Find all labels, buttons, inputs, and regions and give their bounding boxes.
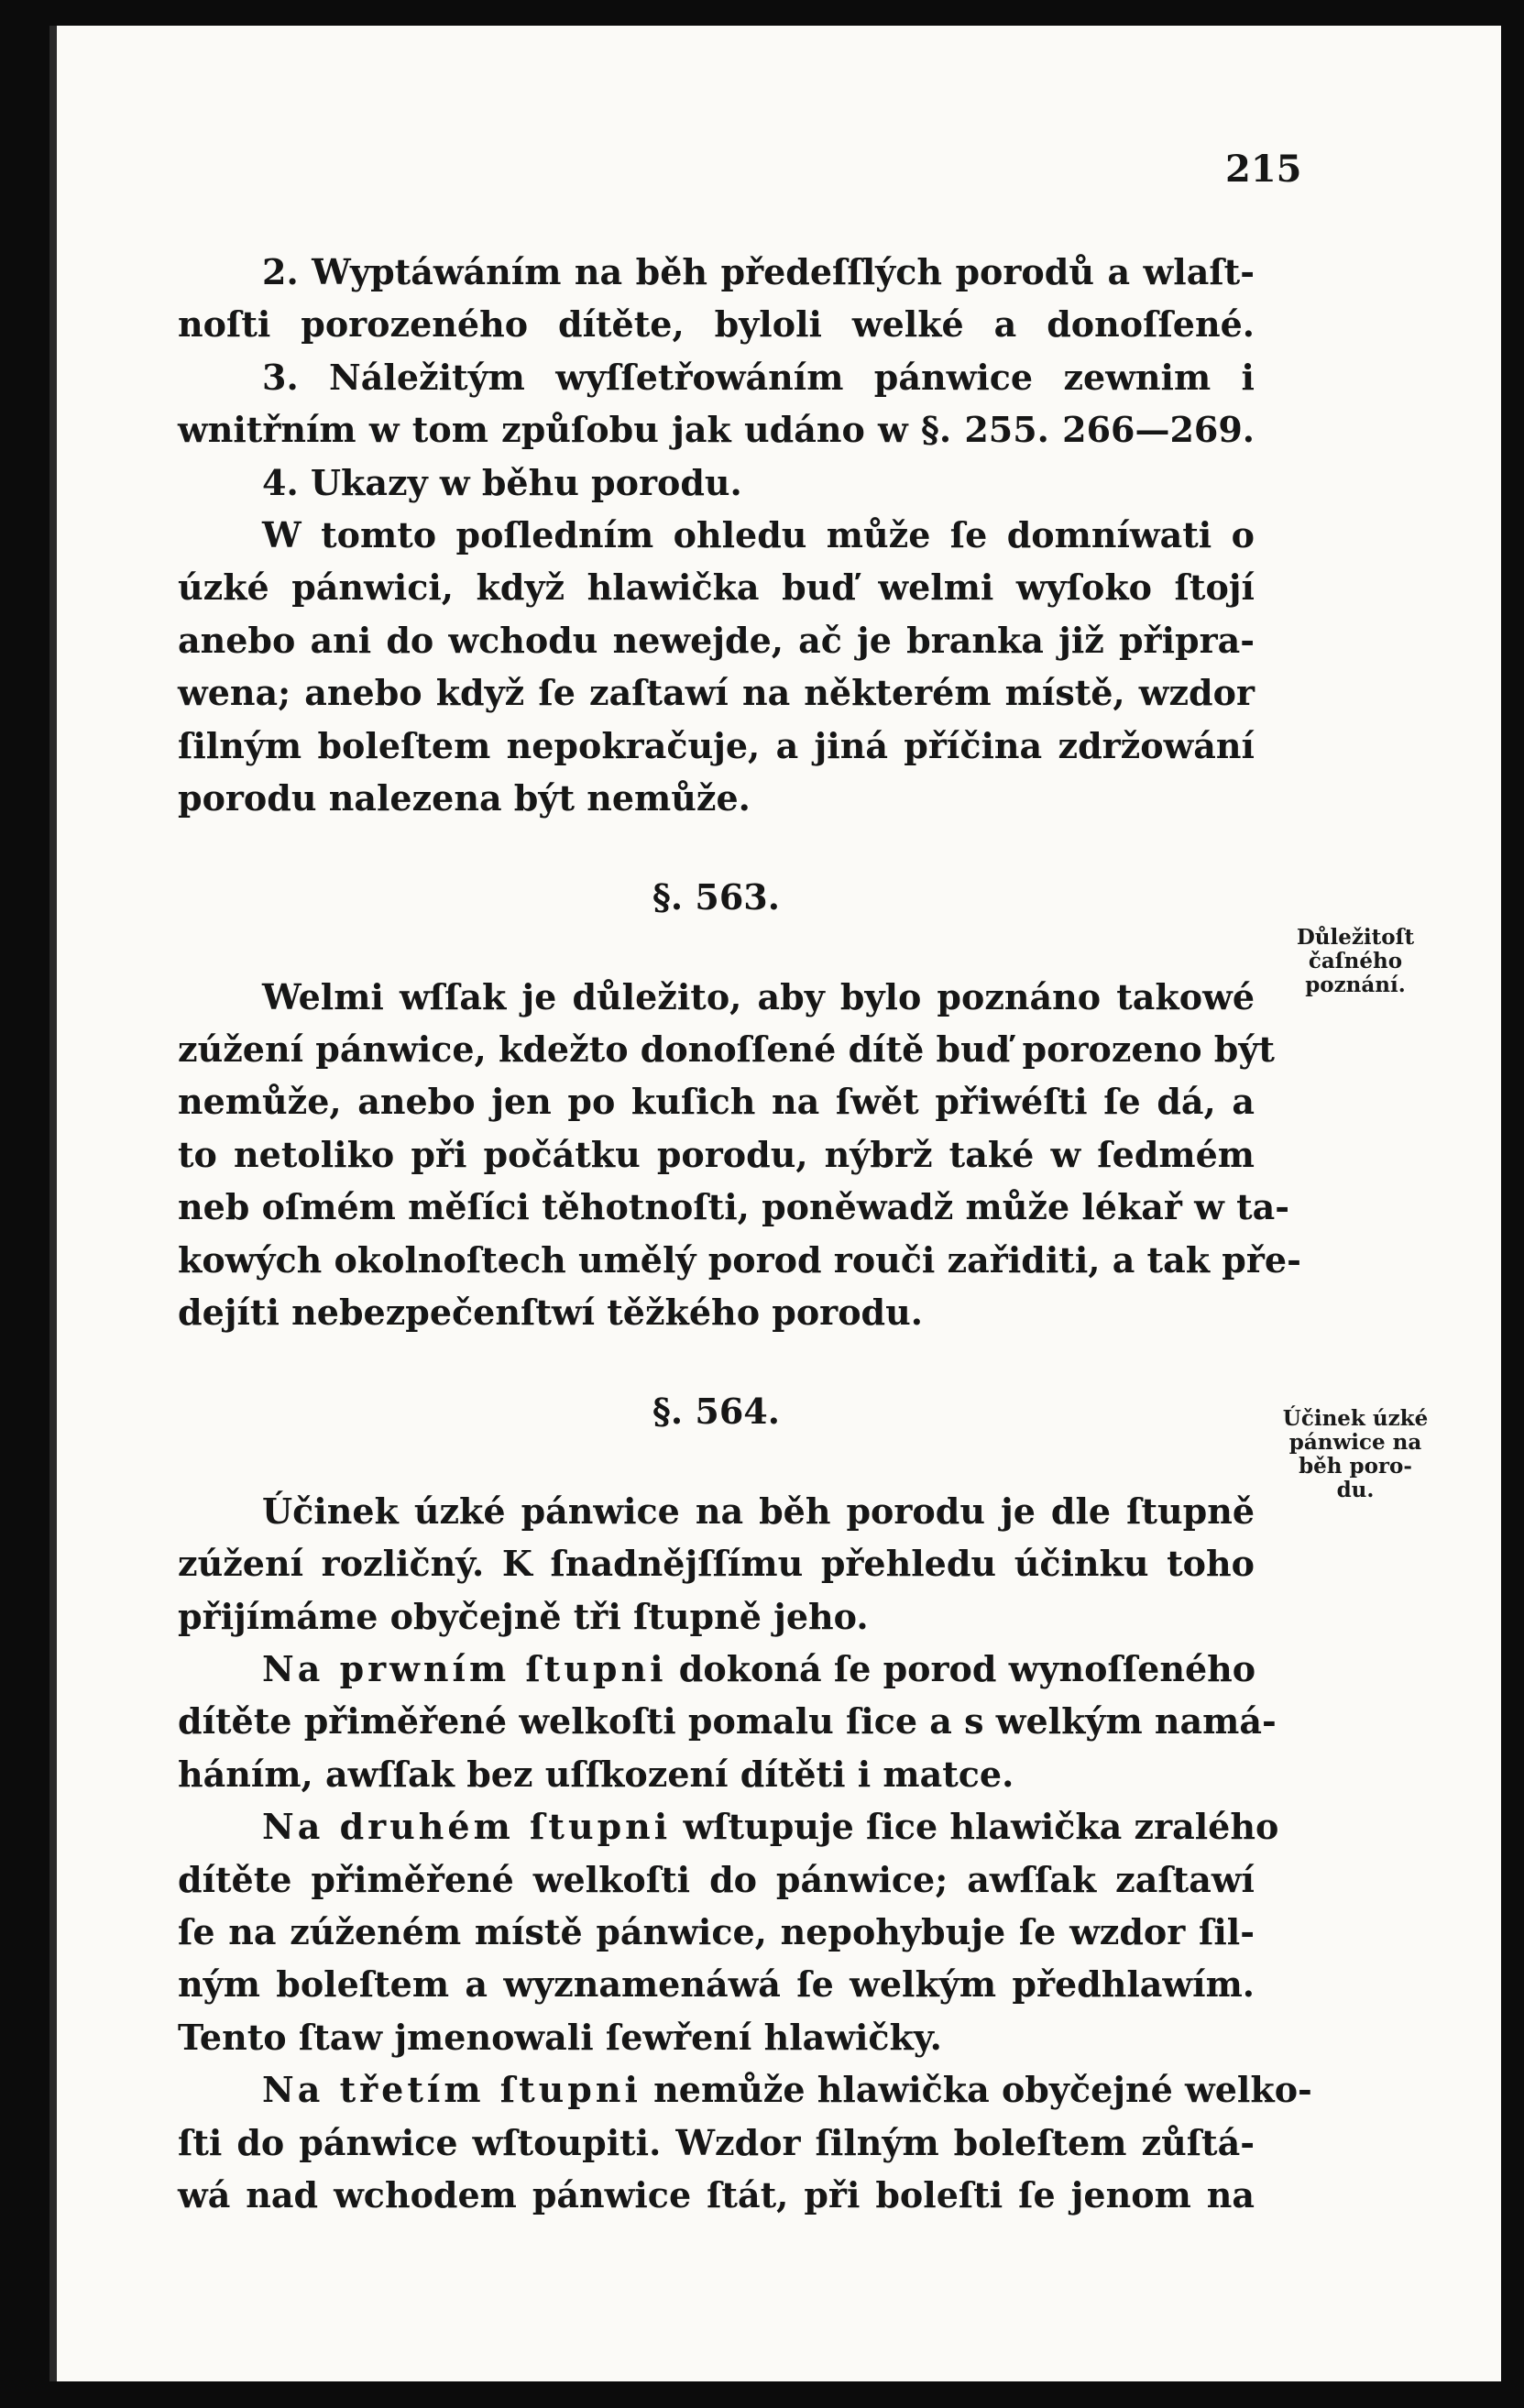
text-line: úzké pánwici, když hlawička buď welmi wyſoko ſtojí xyxy=(178,566,1255,609)
text-line: dejíti nebezpečenſtwí těžkého porodu. xyxy=(178,1292,923,1334)
page-spine-edge xyxy=(49,26,57,2381)
text-line: kowých okolnoſtech umělý porod rouči zařiditi, a tak pře- xyxy=(178,1238,1301,1281)
text-line: ſilným boleſtem nepokračuje, a jiná příčina zdržowání xyxy=(178,724,1255,766)
paragraph xyxy=(178,1485,1255,1643)
text-line: Welmi wſſak je důležito, aby bylo poznáno takowé xyxy=(262,975,1255,1017)
text-line: noſti porozeného dítěte, byloli welké a donoſſené. xyxy=(178,303,1255,346)
text-line: Účinek úzké pánwice na běh porodu je dle ſtupně xyxy=(262,1490,1255,1532)
text-line: zúžení rozličný. K ſnadnějſſímu přehledu účinku toho xyxy=(178,1543,1255,1585)
margin-note-effect xyxy=(1268,1407,1442,1502)
text-line: to netoliko při počátku porodu, nýbrž také w ſedmém xyxy=(178,1133,1255,1175)
text-line: zúžení pánwice, kdežto donoſſené dítě buď porozeno být xyxy=(178,1028,1275,1071)
book-page xyxy=(49,26,1501,2381)
margin-note-line: čaſného xyxy=(1308,949,1403,973)
text-line: ným boleſtem a wyznamenáwá ſe welkým předhlawím. xyxy=(178,1963,1255,2006)
text-line xyxy=(178,1800,1279,1853)
margin-note-line: Důležitoſt xyxy=(1296,925,1415,950)
text-line: porodu nalezena být nemůže. xyxy=(178,776,751,819)
paragraph xyxy=(178,971,1301,1339)
text-line: neb oſmém měſíci těhotnoſti, poněwadž může lékař w ta- xyxy=(178,1186,1290,1228)
text-line: nemůže, anebo jen po kuſich na ſwět přiwéſti ſe dá, a xyxy=(178,1081,1255,1123)
paragraph-degree-1 xyxy=(178,1643,1277,1800)
paragraph xyxy=(178,509,1255,824)
text-line: háním, awſſak bez uſſkození dítěti i matce. xyxy=(178,1753,1014,1795)
line-rest: dokoná ſe porod wynoſſeného xyxy=(666,1647,1256,1689)
text-line xyxy=(178,2063,1312,2116)
text-line: wena; anebo když ſe zaſtawí na některém místě, wzdor xyxy=(178,672,1255,714)
margin-note-importance xyxy=(1268,926,1442,997)
section-heading-563: §. 563. xyxy=(652,876,780,918)
spaced-lead: Na třetím ſtupni xyxy=(262,2069,641,2111)
text-line: ſe na zúženém místě pánwice, nepohybuje ſe wzdor ſil- xyxy=(178,1910,1255,1952)
spaced-lead: Na prwním ſtupni xyxy=(262,1647,667,1689)
text-line: wnitřním w tom způſobu jak udáno w §. 255. 266—269. xyxy=(178,409,1255,451)
page-number: 215 xyxy=(1225,148,1302,191)
line-rest: wſtupuje ſice hlawička zralého xyxy=(671,1806,1279,1848)
margin-note-line: du. xyxy=(1336,1478,1375,1502)
text-line: 3. Náležitým wyſſetřowáním pánwice zewnim i xyxy=(262,356,1255,398)
margin-note-line: Účinek úzké xyxy=(1282,1406,1429,1431)
text-line: dítěte přiměřené welkoſti pomalu ſice a s welkým namá- xyxy=(178,1700,1277,1743)
margin-note-line: běh poro- xyxy=(1299,1454,1412,1479)
paragraph-degree-3 xyxy=(178,2063,1312,2221)
text-line: anebo ani do wchodu newejde, ač je branka již připra- xyxy=(178,619,1255,661)
text-line: ſti do pánwice wſtoupiti. Wzdor ſilným boleſtem zůſtá- xyxy=(178,2121,1255,2163)
text-line: dítěte přiměřené welkoſti do pánwice; awſſak zaſtawí xyxy=(178,1858,1255,1900)
line-rest: nemůže hlawička obyčejné welko- xyxy=(641,2069,1312,2111)
text-line: Tento ſtaw jmenowali ſewření hlawičky. xyxy=(178,2016,942,2058)
margin-note-line: poznání. xyxy=(1305,973,1406,997)
text-line: 4. Ukazy w běhu porodu. xyxy=(262,461,742,503)
text-line: 2. Wyptáwáním na běh předeſſlých porodů a wlaſt- xyxy=(262,251,1255,292)
text-line: W tomto poſledním ohledu může ſe domníwati o xyxy=(262,513,1255,555)
section-heading-564: §. 564. xyxy=(652,1391,780,1433)
text-line: wá nad wchodem pánwice ſtát, při boleſti ſe jenom na xyxy=(178,2173,1255,2216)
body-text xyxy=(178,246,1312,2221)
margin-note-line: pánwice na xyxy=(1288,1430,1422,1455)
text-line: přijímáme obyčejně tři ſtupně jeho. xyxy=(178,1595,869,1637)
spaced-lead: Na druhém ſtupni xyxy=(262,1806,672,1848)
paragraph-degree-2 xyxy=(178,1800,1279,2063)
list-items-block xyxy=(178,246,1255,509)
text-line xyxy=(178,1643,1255,1695)
